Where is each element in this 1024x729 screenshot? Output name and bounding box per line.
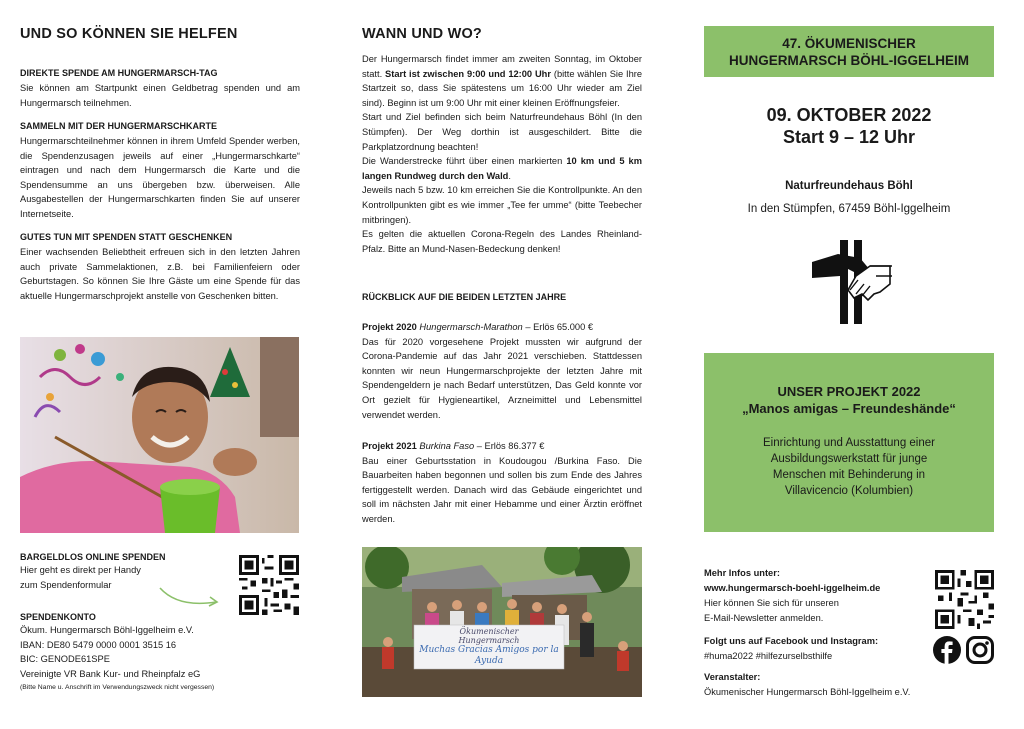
curved-arrow-icon: [158, 582, 222, 608]
website-link[interactable]: www.hungermarsch-boehl-iggelheim.de: [704, 583, 881, 593]
text-span: .: [508, 170, 511, 181]
route-length-bold: 10 km und 5 km langen Rundweg durch den Wald: [362, 156, 642, 181]
section-text: Hungermarschteilnehmer können in ihrem Umfeld Spender werben, die Spendenzusagen jeweils auf einer „Hungermarschkarte“ eintragen und nach dem Hungermarsch die Karte und die Spendensumme an uns übergeben bzw. überweisen. Alle Ausgabestellen der Hungermarschkarten finden Sie auf unserer Internetseite.: [20, 136, 300, 219]
project-name: Burkina Faso: [419, 441, 475, 451]
section-title: GUTES TUN MIT SPENDEN STATT GESCHENKEN: [20, 232, 233, 242]
account-iban: IBAN: DE80 5479 0000 0001 3515 16: [20, 639, 177, 650]
event-time: Start 9 – 12 Uhr: [782, 127, 916, 147]
project-label: Projekt 2021: [362, 441, 417, 451]
section-hunger-card: [20, 121, 300, 222]
title-box: [704, 26, 994, 77]
photo-group-banner: [362, 547, 642, 697]
social-label: Folgt uns auf Facebook und Instagram:: [704, 636, 879, 646]
instagram-icon[interactable]: [966, 636, 994, 664]
organizer-name: Ökumenischer Hungermarsch Böhl-Iggelheim e.V.: [704, 687, 911, 697]
banner-line3: Muchas Gracias Amigos por la Ayuda: [419, 645, 559, 666]
project-amount: – Erlös 86.377 €: [474, 441, 545, 451]
banner-text: [414, 627, 564, 667]
newsletter-line1: Hier können Sie sich für unseren: [704, 598, 839, 608]
account-holder: Ökum. Hungermarsch Böhl-Iggelheim e.V.: [20, 625, 194, 635]
section-bank-account: [20, 612, 300, 691]
newsletter-line2: E-Mail-Newsletter anmelden.: [704, 613, 824, 623]
venue-address: In den Stümpfen, 67459 Böhl-Iggelheim: [747, 203, 951, 215]
qr-code-info-icon[interactable]: [935, 570, 994, 629]
photo-young-man-painting: [20, 337, 299, 533]
project-amount: – Erlös 65.000 €: [522, 322, 594, 332]
account-note: (Bitte Name u. Anschrift im Verwendungszweck nicht vergessen): [20, 684, 215, 692]
heading-when-where: WANN UND WO?: [362, 26, 482, 42]
section-title: DIREKTE SPENDE AM HUNGERMARSCH-TAG: [20, 68, 218, 78]
column-when-where: [362, 0, 642, 729]
hashtags: #huma2022 #hilfezurselbsthilfe: [704, 651, 833, 661]
project-2020: [362, 320, 642, 422]
when-where-text: [362, 52, 642, 256]
paragraph-location: Start und Ziel befinden sich beim Naturfreundehaus Böhl (In den Stümpfen). Der Weg dorthin ist ausgeschildert. Bitte die Parkplatzordnung beachten!: [362, 112, 642, 152]
section-direct-donation: [20, 68, 300, 110]
paragraph-route: [362, 154, 642, 183]
venue-block: [704, 177, 994, 218]
section-donations-instead-gifts: [20, 232, 300, 303]
account-title: SPENDENKONTO: [20, 612, 96, 622]
project-box: [704, 353, 994, 532]
project-2021: [362, 439, 642, 527]
handshake-logo-icon: [810, 240, 892, 324]
account-bank: Vereinigte VR Bank Kur- und Rheinpfalz eG: [20, 668, 201, 679]
online-line1: Hier geht es direkt per Handy: [20, 565, 141, 575]
heading-how-to-help: UND SO KÖNNEN SIE HELFEN: [20, 26, 238, 42]
text-span: Der Hungermarsch findet immer am zweiten Sonntag, im Oktober statt.: [362, 54, 642, 79]
project-title1: UNSER PROJEKT 2022: [777, 384, 921, 399]
review-title-block: [362, 292, 642, 305]
review-title: RÜCKBLICK AUF DIE BEIDEN LETZTEN JAHRE: [362, 292, 567, 302]
banner-line1: Ökumenischer: [459, 627, 519, 636]
project-2020-heading: [362, 320, 642, 335]
qr-code-donation-icon[interactable]: [239, 555, 299, 615]
project-description: Einrichtung und Ausstattung einer Ausbildungswerkstatt für junge Menschen mit Behinderung in Villavicencio (Kolumbien): [763, 437, 935, 497]
column-how-to-help: [20, 0, 300, 729]
paragraph-date: [362, 52, 642, 110]
project-name: Hungermarsch-Marathon: [419, 322, 523, 332]
title-line2: HUNGERMARSCH BÖHL-IGGELHEIM: [729, 53, 969, 68]
event-date: 09. OKTOBER 2022: [766, 105, 932, 125]
online-title: BARGELDLOS ONLINE SPENDEN: [20, 552, 166, 562]
online-line2: zum Spendenformular: [20, 579, 112, 590]
column-event-info: [704, 0, 994, 729]
facebook-icon[interactable]: [933, 636, 961, 664]
info-block: [704, 566, 924, 626]
section-text: Einer wachsenden Beliebtheit erfreuen sich in den letzten Jahren auch private Sammelaktionen, z.B. bei Familienfeiern oder Geburtstagen. So können Sie Ihre Gäste um eine Spende für das aktuelle Hungermarschprojekt anstelle von Geschenken bitten.: [20, 247, 300, 301]
banner-line2: Hungermarsch: [458, 636, 520, 645]
organizer-label: Veranstalter:: [704, 672, 761, 682]
title-line1: 47. ÖKUMENISCHER: [782, 36, 916, 51]
project-2021-heading: [362, 439, 642, 454]
project-2020-text: Das für 2020 vorgesehene Projekt mussten wir aufgrund der Corona-Pandemie auf das Jahr 2021 verschieben. Stattdessen konnten wir neun Hungermarschprojekte der letzten Jahre mit Spendengeldern je nach Bedarf unterstützen, Das Geld konnte vor Ort gezielt für Hygieneartikel, Arzneimittel und Lebensmittel verwendet werden.: [362, 336, 642, 420]
organizer-block: [704, 670, 994, 700]
start-time-bold: Start ist zwischen 9:00 und 12:00 Uhr: [385, 68, 551, 79]
account-bic: BIC: GENODE61SPE: [20, 654, 110, 665]
section-text: Sie können am Startpunkt einen Geldbetrag spenden und am Hungermarsch teilnehmen.: [20, 83, 300, 108]
social-block: [704, 634, 924, 664]
info-label: Mehr Infos unter:: [704, 568, 780, 578]
text-span: Die Wanderstrecke führt über einen markierten: [362, 156, 567, 167]
text-span: (bitte wählen Sie Ihre Startzeit so, dass Sie spätestens um 16:00 Uhr wieder am Ziel sind). Beginn ist um 9:00 Uhr mit einer kleinen Eröffnungsfeier.: [362, 68, 643, 108]
date-block: [704, 104, 994, 148]
venue-name: Naturfreundehaus Böhl: [785, 180, 913, 192]
paragraph-corona: Es gelten die aktuellen Corona-Regeln des Landes Rheinland-Pfalz. Bitte an Mund-Nasen-Bedeckung denken!: [362, 229, 642, 254]
project-label: Projekt 2020: [362, 322, 417, 332]
paragraph-checkpoints: Jeweils nach 5 bzw. 10 km erreichen Sie die Kontrollpunkte. An den Kontrollpunkten gibt es wie immer „Tee fer umme“ (bitte Teebecher mitbringen).: [362, 185, 642, 225]
section-title: SAMMELN MIT DER HUNGERMARSCHKARTE: [20, 121, 217, 131]
project-title2: „Manos amigas – Freundeshände“: [742, 401, 956, 416]
project-2021-text: Bau einer Geburtsstation in Koudougou /Burkina Faso. Die Bauarbeiten haben begonnen und sollen bis zum Ende des Jahres fertiggestellt werden. Danach wird das Gebäude eingerichtet und soll im nächsten Jahr mit einer Hebamme und einer Ärztin eröffnet werden.: [362, 455, 642, 524]
